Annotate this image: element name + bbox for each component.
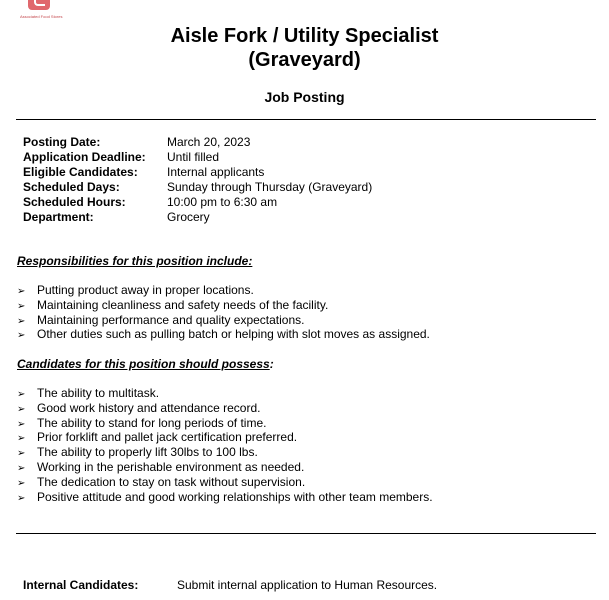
list-item-text: Putting product away in proper locations. [37, 283, 254, 297]
responsibilities-list [17, 283, 430, 342]
arrow-bullet-icon: ➢ [17, 477, 26, 489]
list-item [17, 490, 433, 505]
list-item [17, 327, 430, 342]
arrow-bullet-icon: ➢ [17, 448, 26, 460]
list-item-text: The dedication to stay on task without supervision. [37, 474, 306, 489]
list-item-text: Positive attitude and good working relationships with other team members. [37, 489, 433, 504]
list-item [17, 283, 430, 298]
arrow-bullet-icon: ➢ [17, 389, 26, 400]
detail-row [23, 135, 372, 150]
list-item [17, 386, 433, 401]
list-item [17, 401, 433, 416]
candidates-heading [17, 357, 274, 371]
footer-label: Internal Candidates: [23, 578, 139, 592]
detail-value: 10:00 pm to 6:30 am [167, 195, 278, 209]
responsibilities-heading: Responsibilities for this position include: [17, 254, 253, 268]
candidates-heading-text: Candidates for this position should possess [17, 357, 270, 371]
list-item [17, 416, 433, 431]
detail-label: Posting Date: [23, 135, 101, 149]
detail-row [23, 180, 372, 195]
footer-value: Submit internal application to Human Resources. [177, 578, 438, 592]
list-item-text: The ability to properly lift 30lbs to 100 lbs. [37, 445, 258, 460]
arrow-bullet-icon: ➢ [17, 418, 26, 430]
arrow-bullet-icon: ➢ [17, 462, 26, 474]
detail-label: Department: [23, 210, 94, 224]
title-line-2: (Graveyard) [248, 49, 361, 71]
list-item-text: The ability to multitask. [37, 386, 160, 400]
arrow-bullet-icon: ➢ [17, 403, 26, 415]
logo-mark-icon [28, 0, 50, 10]
detail-row [23, 195, 372, 210]
detail-value: March 20, 2023 [167, 135, 251, 149]
list-item-text: Maintaining performance and quality expectations. [37, 312, 305, 327]
list-item [17, 313, 430, 328]
detail-label: Scheduled Days: [23, 180, 120, 194]
detail-value: Grocery [167, 210, 210, 224]
bottom-divider [16, 533, 596, 534]
company-logo [20, 0, 72, 20]
list-item [17, 445, 433, 460]
arrow-bullet-icon: ➢ [17, 300, 26, 312]
candidates-heading-colon: : [269, 357, 274, 371]
detail-label: Eligible Candidates: [23, 165, 138, 179]
detail-row [23, 150, 372, 165]
list-item [17, 430, 433, 445]
list-item-text: The ability to stand for long periods of time. [37, 415, 267, 430]
detail-value: Internal applicants [167, 165, 265, 179]
page-title [0, 24, 609, 72]
candidates-list [17, 386, 433, 504]
arrow-bullet-icon: ➢ [17, 330, 26, 342]
list-item-text: Working in the perishable environment as needed. [37, 459, 305, 474]
list-item [17, 475, 433, 490]
list-item [17, 298, 430, 313]
list-item-text: Other duties such as pulling batch or helping with slot moves as assigned. [37, 327, 430, 342]
detail-row [23, 165, 372, 180]
posting-details [23, 135, 372, 225]
detail-label: Application Deadline: [23, 150, 146, 164]
footer-row [23, 578, 437, 593]
detail-value: Until filled [167, 150, 220, 164]
arrow-bullet-icon: ➢ [17, 315, 26, 327]
list-item-text: Good work history and attendance record. [37, 400, 261, 415]
title-line-1: Aisle Fork / Utility Specialist [170, 25, 439, 47]
detail-label: Scheduled Hours: [23, 195, 126, 209]
top-divider [16, 119, 596, 120]
arrow-bullet-icon: ➢ [17, 433, 26, 445]
arrow-bullet-icon: ➢ [17, 492, 26, 504]
page-subtitle: Job Posting [264, 89, 345, 105]
detail-row [23, 210, 372, 225]
arrow-bullet-icon: ➢ [17, 286, 26, 297]
list-item-text: Maintaining cleanliness and safety needs of the facility. [37, 297, 329, 312]
detail-value: Sunday through Thursday (Graveyard) [167, 180, 373, 194]
logo-text: Associated Food Stores [20, 14, 63, 19]
list-item [17, 460, 433, 475]
list-item-text: Prior forklift and pallet jack certification preferred. [37, 430, 298, 445]
